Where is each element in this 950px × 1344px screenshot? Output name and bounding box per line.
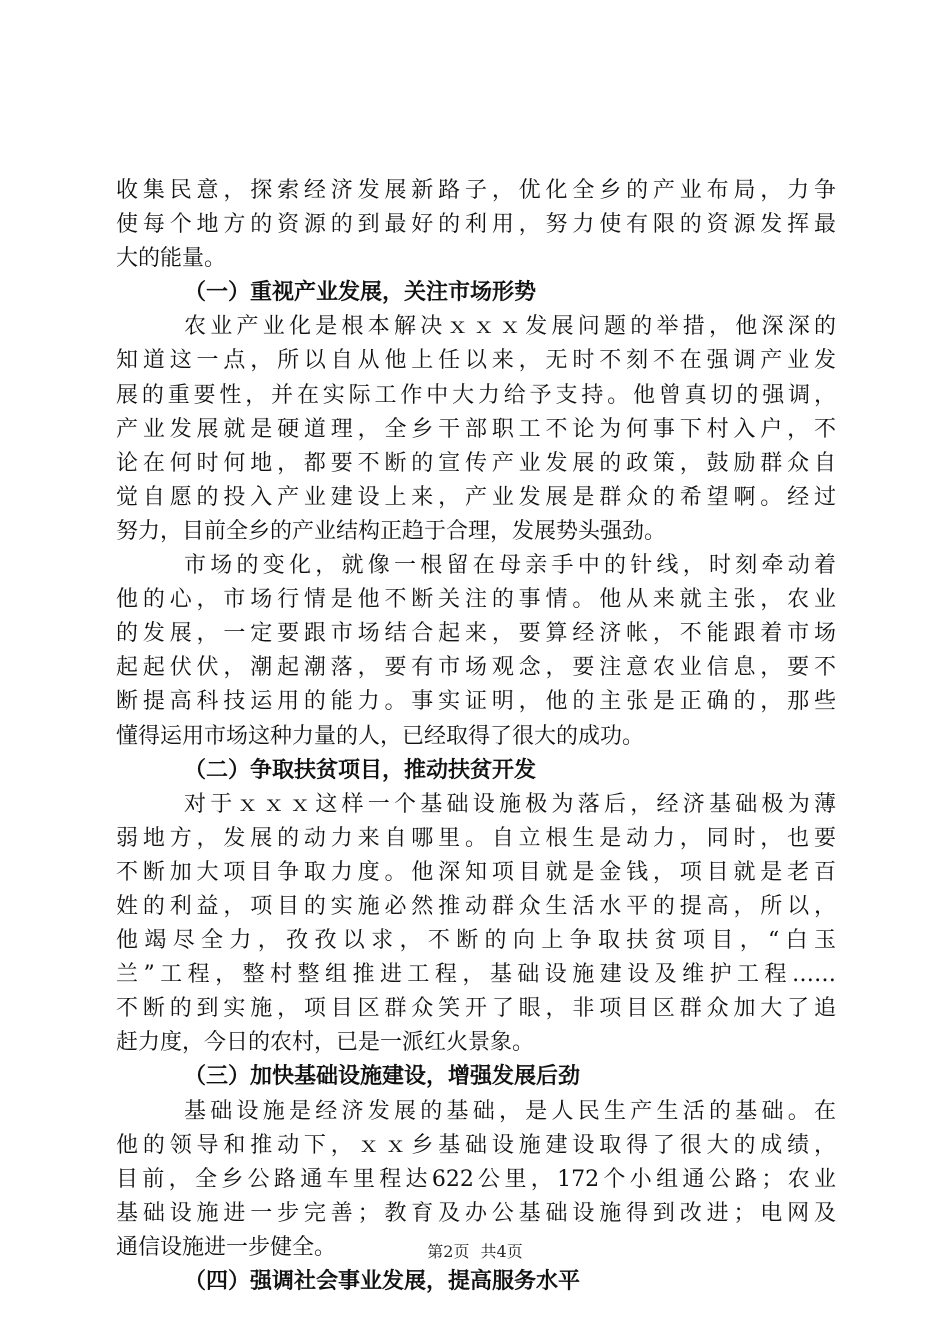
paragraph-line: 收集民意，探索经济发展新路子，优化全乡的产业布局，力争 <box>116 178 836 203</box>
paragraph-line: 他的心，市场行情是他不断关注的事情。他从来就主张，农业 <box>116 587 836 613</box>
paragraph-line: 他竭尽全力，孜孜以求，不断的向上争取扶贫项目，“白玉 <box>116 928 836 954</box>
paragraph-line: 的发展，一定要跟市场结合起来，要算经济帐，不能跟着市场 <box>116 621 836 647</box>
document-body <box>116 174 836 1299</box>
paragraph-line: 展的重要性，并在实际工作中大力给予支持。他曾真切的强调， <box>116 382 836 408</box>
paragraph-line: 对于ｘｘｘ这样一个基础设施极为落后，经济基础极为薄 <box>184 791 836 817</box>
section-heading-3: （三）加快基础设施建设，增强发展后劲 <box>184 1064 581 1090</box>
paragraph-line: 起起伏伏，潮起潮落，要有市场观念，要注意农业信息，要不 <box>116 655 836 681</box>
paragraph-line: 使每个地方的资源的到最好的利用，努力使有限的资源发挥最 <box>116 212 836 238</box>
section-heading-4: （四）强调社会事业发展，提高服务水平 <box>184 1269 581 1294</box>
paragraph-line: 不断的到实施，项目区群众笑开了眼，非项目区群众加大了追 <box>116 996 836 1022</box>
paragraph-line: 目前，全乡公路通车里程达622公里，172个小组通公路；农业 <box>116 1166 836 1192</box>
paragraph-line: 觉自愿的投入产业建设上来，产业发展是群众的希望啊。经过 <box>116 484 836 510</box>
paragraph-line: 弱地方，发展的动力来自哪里。自立根生是动力，同时，也要 <box>116 825 836 851</box>
paragraph-line: 基础设施进一步完善；教育及办公基础设施得到改进；电网及 <box>116 1200 836 1226</box>
paragraph-line: 姓的利益，项目的实施必然推动群众生活水平的提高，所以， <box>116 893 836 919</box>
paragraph-line: 努力，目前全乡的产业结构正趋于合理，发展势头强劲。 <box>116 518 667 544</box>
paragraph-line: 赶力度，今日的农村，已是一派红火景象。 <box>116 1030 535 1056</box>
paragraph-line: 知道这一点，所以自从他上任以来，无时不刻不在强调产业发 <box>116 348 836 374</box>
page-total: 共4页 <box>480 1242 523 1261</box>
section-heading-2: （二）争取扶贫项目，推动扶贫开发 <box>184 757 537 783</box>
paragraph-line: 兰”工程，整村整组推进工程，基础设施建设及维护工程…… <box>116 962 836 988</box>
paragraph-line: 基础设施是经济发展的基础，是人民生产生活的基础。在 <box>184 1098 836 1124</box>
paragraph-line: 农业产业化是根本解决ｘｘｘ发展问题的举措，他深深的 <box>184 314 836 340</box>
paragraph-line: 不断加大项目争取力度。他深知项目就是金钱，项目就是老百 <box>116 859 836 885</box>
paragraph-line: 通信设施进一步健全。 <box>116 1234 337 1260</box>
paragraph-line: 懂得运用市场这种力量的人，已经取得了很大的成功。 <box>116 723 645 749</box>
paragraph-line: 市场的变化，就像一根留在母亲手中的针线，时刻牵动着 <box>184 553 836 579</box>
section-heading-1: （一）重视产业发展，关注市场形势 <box>184 280 537 306</box>
paragraph-line: 产业发展就是硬道理，全乡干部职工不论为何事下村入户，不 <box>116 416 836 442</box>
page-footer <box>0 1241 950 1263</box>
paragraph-line: 他的领导和推动下，ｘｘ乡基础设施建设取得了很大的成绩， <box>116 1132 836 1158</box>
paragraph-line: 大的能量。 <box>116 246 227 272</box>
paragraph-line: 论在何时何地，都要不断的宣传产业发展的政策，鼓励群众自 <box>116 450 836 476</box>
page-number: 第2页 <box>427 1242 470 1261</box>
paragraph-line: 断提高科技运用的能力。事实证明，他的主张是正确的，那些 <box>116 689 836 715</box>
